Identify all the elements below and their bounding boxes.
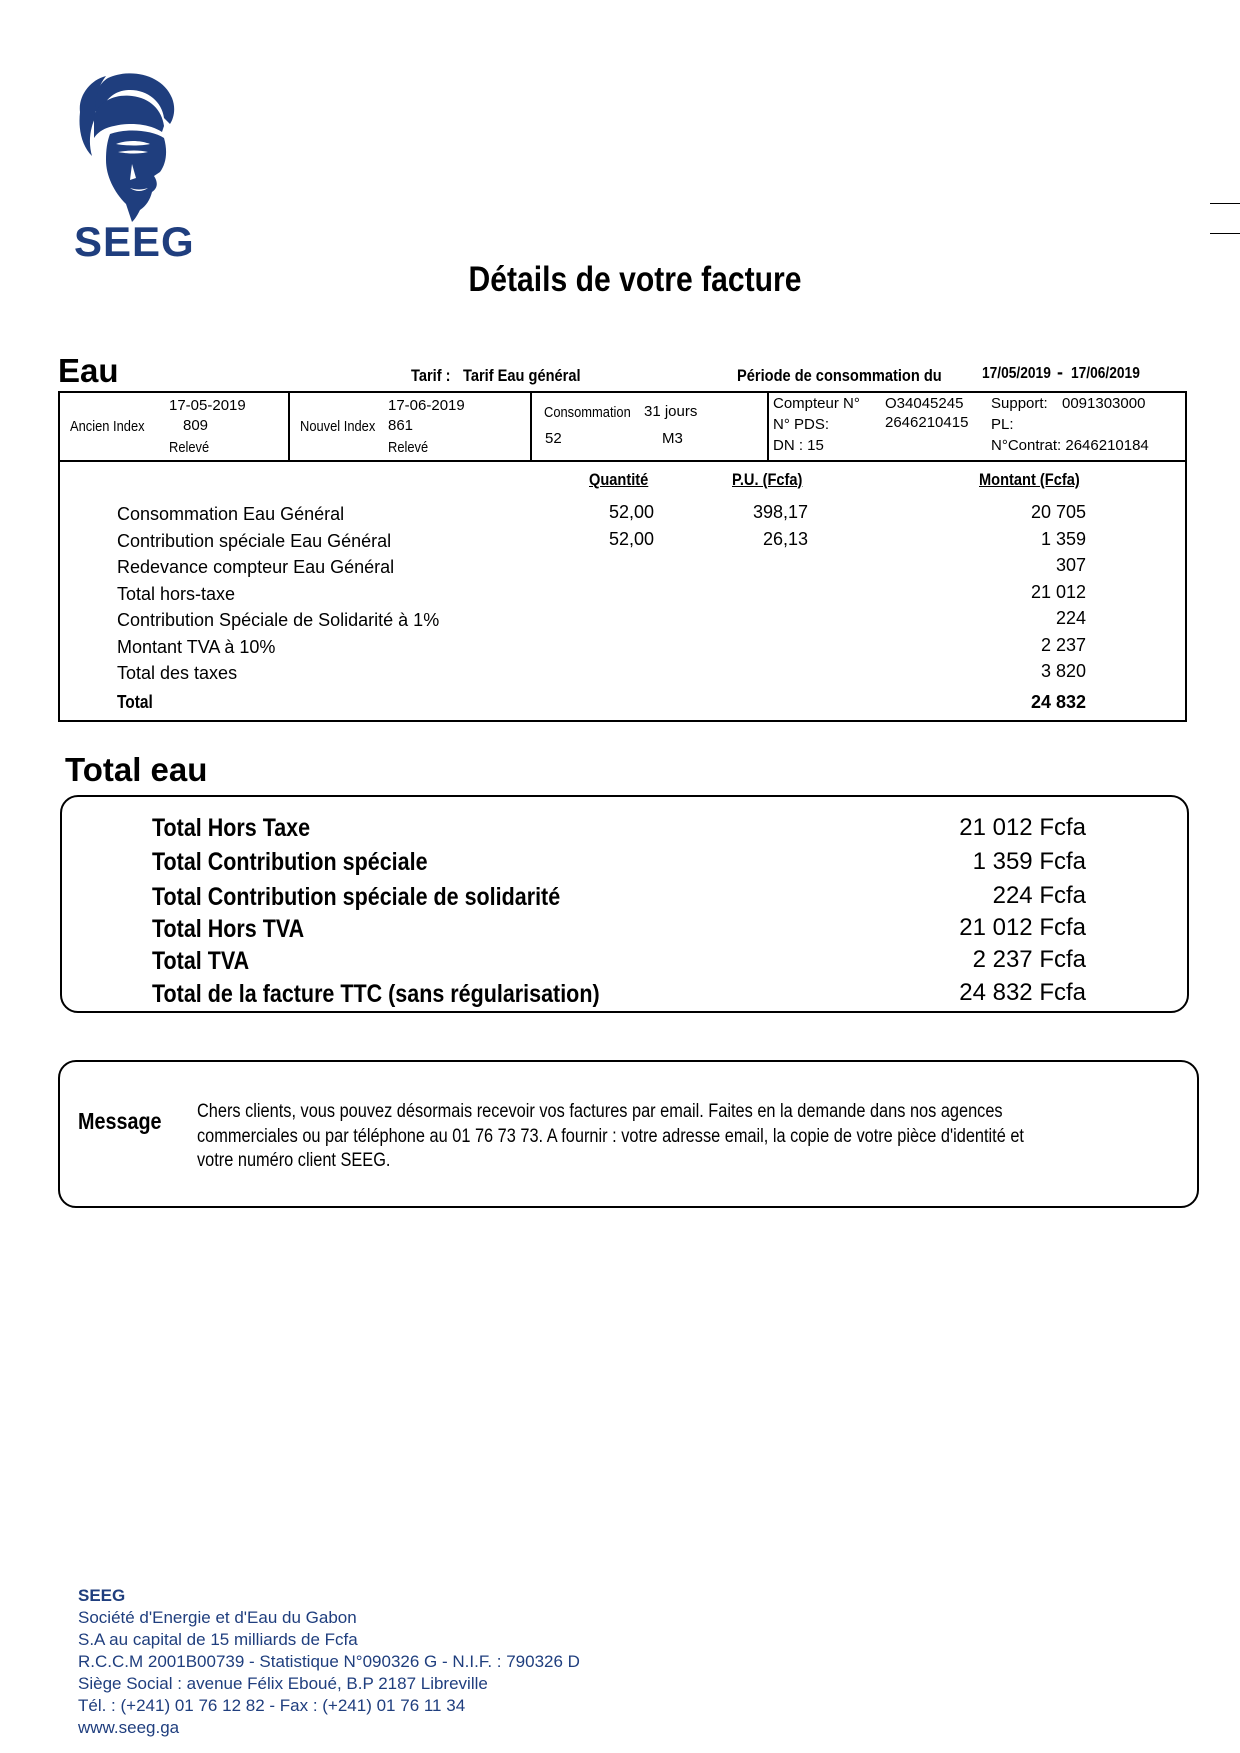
support-value: 0091303000 (1062, 395, 1146, 412)
consommation-label: Consommation (544, 404, 631, 421)
section-title: Eau (58, 352, 119, 389)
tarif-label: Tarif : (411, 366, 451, 385)
table-row-amount: 1 359 (1040, 529, 1086, 549)
periode-separator: - (1057, 362, 1063, 382)
table-row-label: Total des taxes (117, 663, 238, 683)
total-eau-label: Total TVA (152, 947, 250, 975)
footer-line: S.A au capital de 15 milliards de Fcfa (78, 1630, 358, 1649)
header-quantite: Quantité (589, 470, 649, 489)
footer-line: Tél. : (+241) 01 76 12 82 - Fax : (+241) 01 76 11 34 (78, 1696, 466, 1715)
periode-label: Période de consommation du (737, 366, 942, 385)
ancien-index-value: 809 (183, 417, 209, 434)
header-montant: Montant (Fcfa) (979, 470, 1080, 489)
compteur-value: O34045245 (885, 395, 964, 412)
total-eau-label: Total de la facture TTC (sans régularisation) (152, 980, 600, 1008)
pds-value: 2646210415 (885, 414, 969, 431)
consommation-days: 31 jours (644, 403, 698, 420)
table-row-pu: 26,13 (762, 529, 808, 549)
total-eau-value: 24 832 Fcfa (959, 979, 1086, 1006)
nouvel-index-label: Nouvel Index (300, 418, 376, 435)
meter-divider-3 (767, 391, 769, 462)
nouvel-index-status: Relevé (388, 439, 429, 456)
nouvel-index-value: 861 (388, 417, 414, 434)
contrat-value: N°Contrat: 2646210184 (991, 437, 1149, 454)
table-row-amount: 2 237 (1040, 635, 1086, 655)
footer-company-name: SEEG (78, 1586, 126, 1605)
table-row-amount: 21 012 (1030, 582, 1086, 602)
total-eau-label: Total Contribution spéciale de solidarité (152, 883, 561, 911)
ancien-index-status: Relevé (169, 439, 210, 456)
total-eau-label: Total Contribution spéciale (152, 848, 428, 876)
ancien-index-label: Ancien Index (70, 418, 145, 435)
footer (78, 1585, 580, 1739)
nouvel-index-date: 17-06-2019 (388, 397, 465, 414)
table-row-amount: 3 820 (1040, 661, 1086, 681)
total-eau-value: 21 012 Fcfa (959, 814, 1086, 841)
table-total-label: Total (117, 692, 153, 712)
total-eau-title: Total eau (65, 751, 208, 788)
total-eau-value: 1 359 Fcfa (972, 848, 1086, 875)
table-row-label: Total hors-taxe (117, 584, 236, 604)
meter-divider-1 (288, 391, 290, 462)
table-row-label: Redevance compteur Eau Général (117, 557, 395, 577)
message-line: commerciales ou par téléphone au 01 76 73 73. A fournir : votre adresse email, la copie de votre pièce d'identité et (197, 1126, 1024, 1147)
ancien-index-date: 17-05-2019 (169, 397, 246, 414)
footer-line: Société d'Energie et d'Eau du Gabon (78, 1608, 357, 1627)
consommation-value: 52 (545, 430, 562, 447)
table-row-qty: 52,00 (608, 502, 654, 522)
dn-value: DN : 15 (773, 437, 824, 454)
pl-label: PL: (991, 416, 1014, 433)
table-row-amount: 20 705 (1030, 502, 1086, 522)
margin-mark-top (1210, 203, 1240, 204)
total-eau-label: Total Hors TVA (152, 915, 305, 943)
consommation-unit: M3 (662, 430, 683, 447)
table-row-amount: 224 (1055, 608, 1086, 628)
tarif-value: Tarif Eau général (463, 366, 581, 385)
margin-mark-bottom (1210, 233, 1240, 234)
seeg-logo-mask-icon (70, 72, 190, 222)
footer-line: Siège Social : avenue Félix Eboué, B.P 2187 Libreville (78, 1674, 488, 1693)
brand-name: SEEG (74, 218, 195, 265)
message-label: Message (78, 1108, 162, 1134)
periode-end: 17/06/2019 (1071, 365, 1140, 382)
table-row-pu: 398,17 (752, 502, 808, 522)
page-title: Détails de votre facture (468, 260, 802, 299)
meter-divider-2 (530, 391, 532, 462)
table-row-qty: 52,00 (608, 529, 654, 549)
message-line: Chers clients, vous pouvez désormais recevoir vos factures par email. Faites en la demande dans nos agences (197, 1101, 1003, 1122)
pds-label: N° PDS: (773, 416, 830, 433)
periode-start: 17/05/2019 (982, 365, 1051, 382)
support-label: Support: (991, 395, 1048, 412)
total-eau-value: 21 012 Fcfa (959, 914, 1086, 941)
total-eau-value: 224 Fcfa (992, 882, 1086, 909)
message-line: votre numéro client SEEG. (197, 1150, 391, 1171)
total-eau-value: 2 237 Fcfa (972, 946, 1086, 973)
header-pu: P.U. (Fcfa) (732, 470, 803, 489)
table-row-amount: 307 (1055, 555, 1086, 575)
compteur-label: Compteur N° (773, 395, 860, 412)
table-row-label: Contribution spéciale Eau Général (117, 531, 392, 551)
table-row-label: Contribution Spéciale de Solidarité à 1% (117, 610, 440, 630)
table-row-label: Consommation Eau Général (117, 504, 345, 524)
table-total-value: 24 832 (1030, 692, 1086, 712)
table-row-label: Montant TVA à 10% (117, 637, 276, 657)
total-eau-label: Total Hors Taxe (152, 814, 311, 842)
footer-website-link[interactable]: www.seeg.ga (78, 1718, 180, 1737)
footer-line: R.C.C.M 2001B00739 - Statistique N°090326 G - N.I.F. : 790326 D (78, 1652, 580, 1671)
